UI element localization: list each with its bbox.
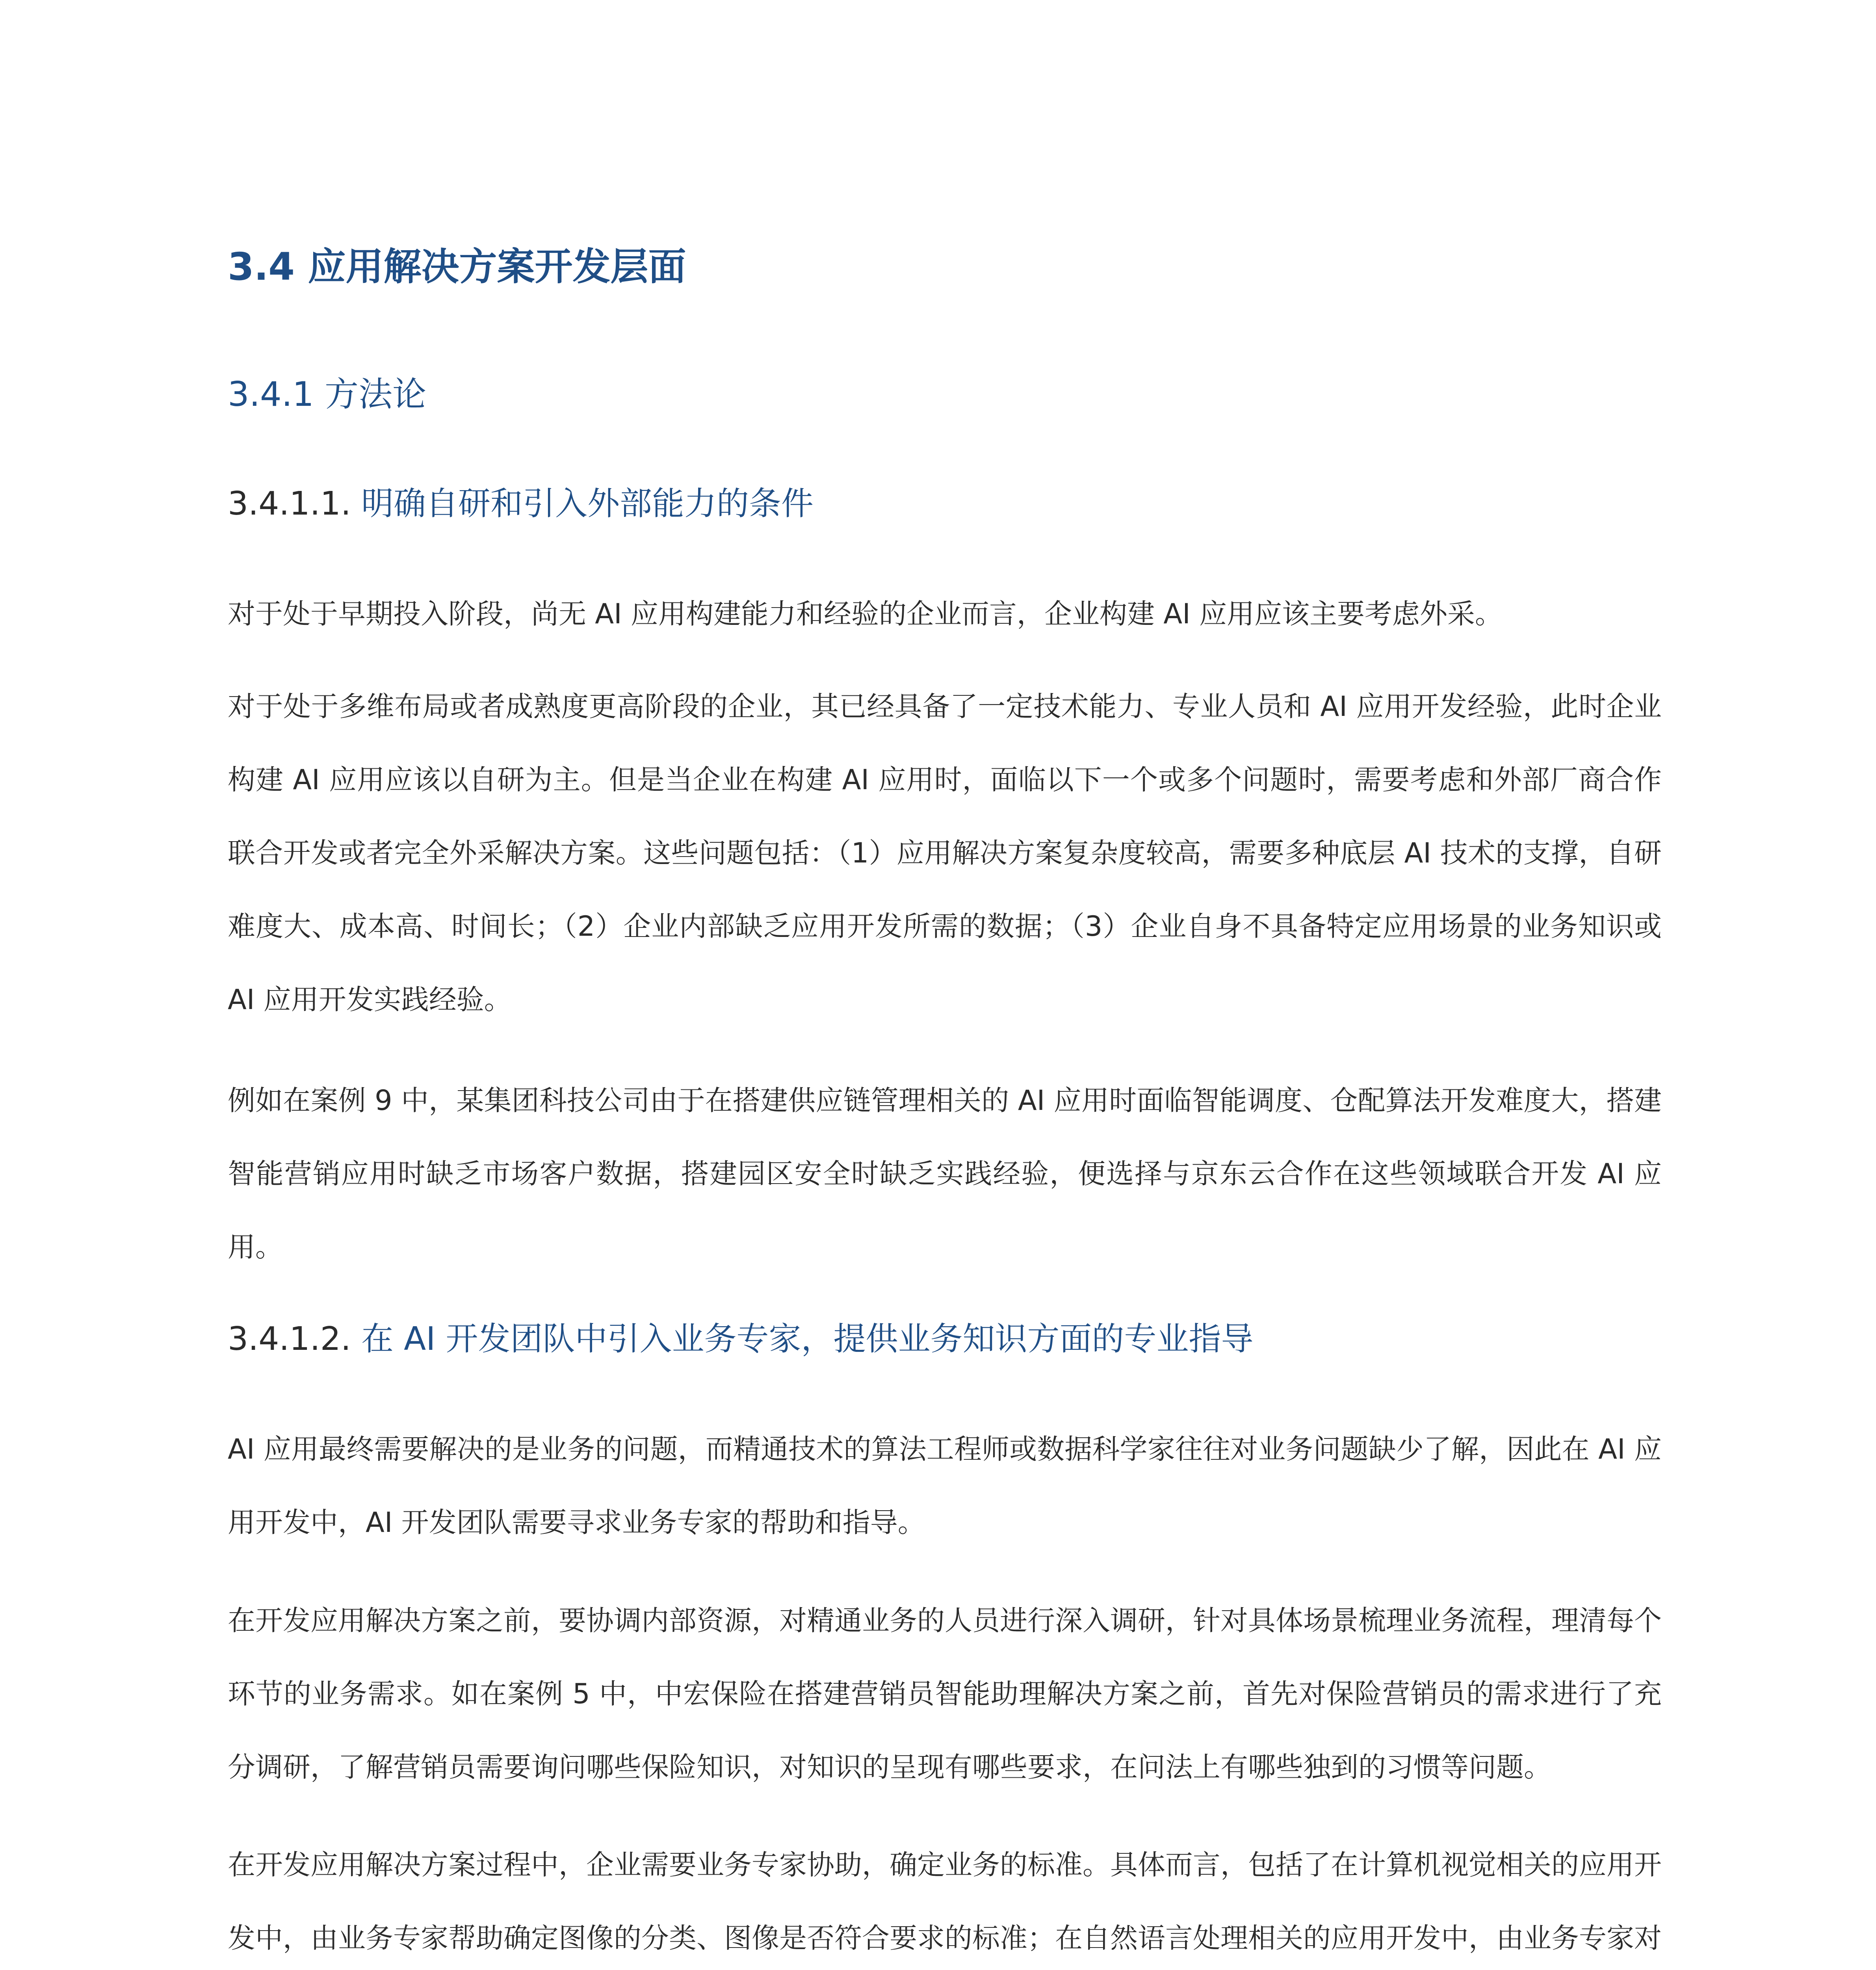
section-heading: 3.4 应用解决方案开发层面: [228, 245, 686, 289]
paragraph: 在开发应用解决方案之前，要协调内部资源，对精通业务的人员进行深入调研，针对具体场景梳理业务流程，理清每个环节的业务需求。如在案例 5 中，中宏保险在搭建营销员智能助理解决方案之前，首先对保险营销员的需求进行了充分调研，了解营销员需要询问哪些保险知识，对知识的呈现有哪些要求，在问法上有哪些独到的习惯等问题。: [228, 1604, 1662, 1783]
paragraph: AI 应用最终需要解决的是业务的问题，而精通技术的算法工程师或数据科学家往往对业务问题缺少了解，因此在 AI 应用开发中，AI 开发团队需要寻求业务专家的帮助和指导。: [228, 1433, 1662, 1539]
subsubsection-title: 明确自研和引入外部能力的条件: [361, 485, 814, 522]
subsubsection-heading-1: [228, 485, 814, 523]
paragraph: 对于处于多维布局或者成熟度更高阶段的企业，其已经具备了一定技术能力、专业人员和 AI 应用开发经验，此时企业构建 AI 应用应该以自研为主。但是当企业在构建 AI 应用时，面临以下一个或多个问题时，需要考虑和外部厂商合作联合开发或者完全外采解决方案。这些问题包括：（1）应用解决方案复杂度较高，需要多种底层 AI 技术的支撑，自研难度大、成本高、时间长；（2）企业内部缺乏应用开发所需的数据；（3）企业自身不具备特定应用场景的业务知识或 AI 应用开发实践经验。: [228, 690, 1662, 1016]
subsubsection-heading-2: [228, 1320, 1253, 1359]
subsection-heading: 3.4.1 方法论: [228, 375, 427, 414]
paragraph: 在开发应用解决方案过程中，企业需要业务专家协助，确定业务的标准。具体而言，包括了在计算机视觉相关的应用开发中，由业务专家帮助确定图像的分类、图像是否符合要求的标准；在自然语言处理相关的应用开发中，由业务专家对: [228, 1849, 1662, 1954]
paragraph: 例如在案例 9 中，某集团科技公司由于在搭建供应链管理相关的 AI 应用时面临智能调度、仓配算法开发难度大，搭建智能营销应用时缺乏市场客户数据，搭建园区安全时缺乏实践经验，便选择与京东云合作在这些领域联合开发 AI 应用。: [228, 1084, 1662, 1263]
subsubsection-number: 3.4.1.2.: [228, 1320, 351, 1358]
paragraph: 对于处于早期投入阶段，尚无 AI 应用构建能力和经验的企业而言，企业构建 AI 应用应该主要考虑外采。: [228, 598, 1503, 630]
subsubsection-number: 3.4.1.1.: [228, 485, 351, 522]
subsubsection-title: 在 AI 开发团队中引入业务专家，提供业务知识方面的专业指导: [361, 1320, 1254, 1358]
